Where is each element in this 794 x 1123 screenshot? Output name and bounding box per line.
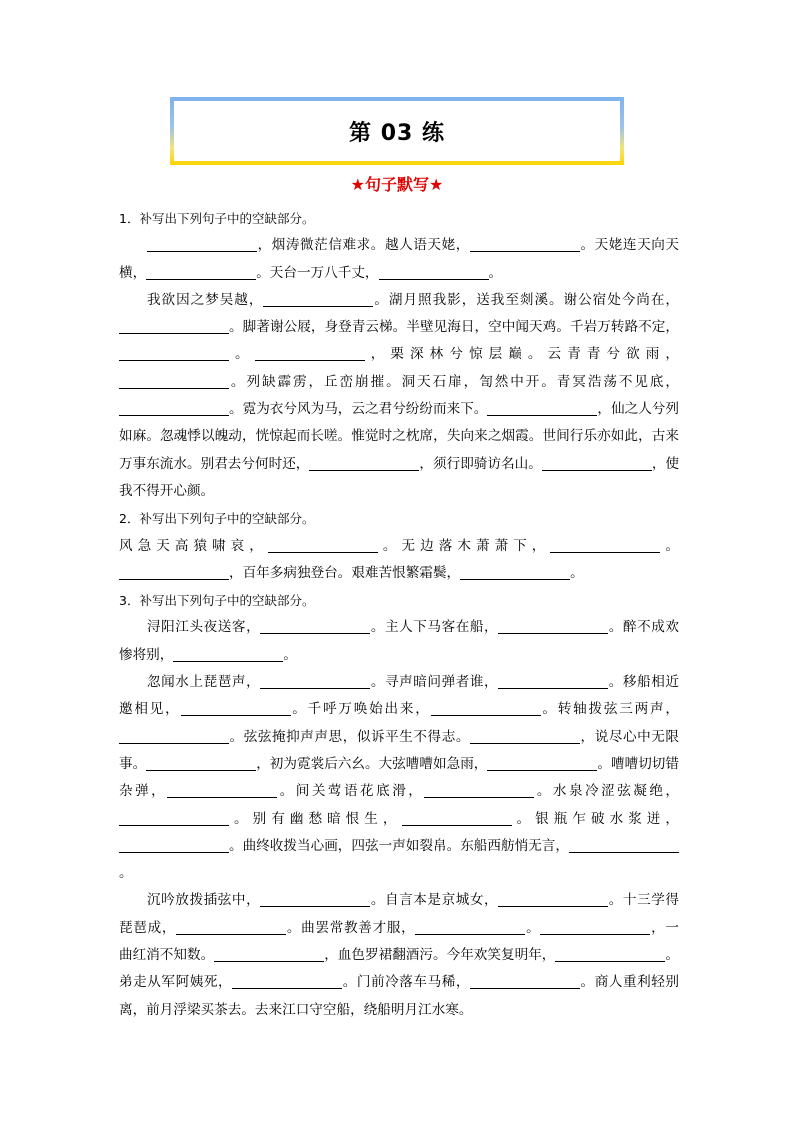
page-title: 第 03 练 (174, 101, 620, 161)
text-segment: 。银瓶乍破水浆迸， (511, 810, 680, 827)
text-segment: 。别有幽愁暗恨生， (229, 810, 402, 827)
text-segment: 。弦弦掩抑声声思，似诉平生不得志。 (229, 728, 470, 745)
answer-blank[interactable] (119, 399, 229, 416)
text-segment: 。醉不成欢惨将别， (119, 619, 679, 663)
text-segment: ，初为霓裳后六幺。大弦嘈嘈如急雨， (256, 755, 488, 772)
text-segment: 。 (229, 346, 255, 363)
text-segment: 。 (570, 564, 584, 581)
text-segment: 。弟走从军阿姨死， (119, 947, 680, 991)
answer-blank[interactable] (470, 972, 580, 989)
answer-blank[interactable] (550, 536, 660, 553)
text-segment: 浔阳江头夜送客， (147, 619, 261, 636)
answer-blank[interactable] (470, 235, 580, 252)
text-segment: ，使我不得开心颜。 (119, 455, 680, 499)
answer-blank[interactable] (146, 754, 256, 771)
text-segment: 。商人重利轻别离，前月浮梁买茶去。去来江口守空船，绕船明月江水寒。 (119, 974, 680, 1018)
text-segment: 。嘈嘈切切错杂弹， (119, 755, 680, 800)
answer-blank[interactable] (260, 672, 370, 689)
question-3-paragraph-3 (119, 887, 679, 1023)
answer-blank[interactable] (119, 809, 229, 826)
text-segment: 。间关莺语花底滑， (277, 783, 425, 800)
answer-blank[interactable] (119, 317, 229, 334)
text-segment: 我欲因之梦吴越， (147, 291, 264, 308)
answer-blank[interactable] (431, 699, 541, 716)
text-segment: 。 (119, 865, 133, 882)
answer-blank[interactable] (214, 945, 324, 962)
text-segment: ，百年多病独登台。艰难苦恨繁霜鬓， (229, 564, 461, 581)
answer-blank[interactable] (424, 781, 534, 798)
text-segment: 。曲终收拨当心画，四弦一声如裂帛。东船西舫悄无言， (229, 837, 569, 854)
text-segment: 。主人下马客在船， (370, 619, 499, 636)
question-1-paragraph-2 (119, 287, 679, 505)
text-segment: 。 (283, 646, 297, 663)
answer-blank[interactable] (119, 563, 229, 580)
answer-blank[interactable] (402, 809, 512, 826)
answer-blank[interactable] (176, 918, 286, 935)
answer-blank[interactable] (167, 781, 277, 798)
text-segment: 。 (488, 264, 503, 281)
text-segment: 。天台一万八千丈， (256, 264, 379, 281)
answer-blank[interactable] (255, 344, 365, 361)
answer-blank[interactable] (487, 399, 597, 416)
answer-blank[interactable] (542, 454, 652, 471)
text-segment: ，栗深林兮惊层巅。云青青兮欲雨， (364, 346, 680, 363)
text-segment: 。 (660, 537, 680, 554)
text-segment: ，须行即骑访名山。 (419, 455, 542, 472)
exercise-content (119, 205, 679, 1024)
answer-blank[interactable] (309, 454, 419, 471)
answer-blank[interactable] (498, 617, 608, 634)
answer-blank[interactable] (173, 645, 283, 662)
text-segment: ，仙之人兮列如麻。忽魂悸以魄动，恍惊起而长嗟。惟觉时之枕席，失向来之烟霞。世间行乐亦如此，古来万事东流水。别君去兮何时还， (119, 401, 680, 472)
text-segment: 。门前冷落车马稀， (342, 974, 470, 991)
answer-blank[interactable] (540, 918, 650, 935)
question-1-heading: 1．补写出下列句子中的空缺部分。 (119, 211, 315, 226)
answer-blank[interactable] (268, 536, 378, 553)
question-1-paragraph-1 (119, 232, 679, 287)
answer-blank[interactable] (260, 890, 370, 907)
text-segment: 。自言本是京城女， (370, 892, 499, 909)
question-3-paragraph-2 (119, 669, 679, 887)
answer-blank[interactable] (379, 263, 489, 280)
answer-blank[interactable] (260, 617, 370, 634)
answer-blank[interactable] (487, 754, 597, 771)
section-subtitle: ★句子默写★ (350, 175, 444, 194)
answer-blank[interactable] (119, 836, 229, 853)
answer-blank[interactable] (147, 235, 257, 252)
text-segment: 。无边落木萧萧下， (377, 537, 551, 554)
title-banner (170, 97, 624, 165)
text-segment: 。水泉冷涩弦凝绝， (534, 783, 680, 800)
answer-blank[interactable] (119, 372, 229, 389)
text-segment: 。转轴拨弦三两声， (540, 701, 680, 718)
answer-blank[interactable] (470, 727, 580, 744)
answer-blank[interactable] (555, 945, 665, 962)
text-segment: 风急天高猿啸哀， (119, 537, 268, 554)
text-segment: 。霓为衣兮风为马，云之君兮纷纷而来下。 (229, 401, 488, 418)
text-segment: 忽闻水上琵琶声， (147, 674, 261, 691)
text-segment: ，说尽心中无限事。 (119, 728, 680, 772)
question-2-paragraph-1 (119, 533, 679, 588)
answer-blank[interactable] (263, 290, 373, 307)
text-segment: 。十三学得琵琶成， (119, 892, 679, 936)
answer-blank[interactable] (415, 918, 525, 935)
answer-blank[interactable] (232, 972, 342, 989)
text-segment: 。 (525, 919, 541, 936)
text-segment: ，血色罗裙翻酒污。今年欢笑复明年， (324, 947, 556, 964)
answer-blank[interactable] (498, 672, 608, 689)
text-segment: ，一曲红消不知数。 (119, 919, 680, 964)
text-segment: 。寻声暗问弹者谁， (370, 674, 499, 691)
text-segment: 。湖月照我影，送我至剡溪。谢公宿处今尚在， (373, 291, 680, 308)
answer-blank[interactable] (181, 699, 291, 716)
answer-blank[interactable] (498, 890, 608, 907)
text-segment: 沉吟放拨插弦中， (147, 892, 261, 909)
text-segment: 。列缺霹雳，丘峦崩摧。洞天石扉，訇然中开。青冥浩荡不见底， (229, 373, 679, 390)
text-segment: 。千呼万唤始出来， (290, 701, 431, 718)
text-segment: 。曲罢常教善才服， (286, 919, 416, 936)
answer-blank[interactable] (146, 263, 256, 280)
answer-blank[interactable] (460, 563, 570, 580)
text-segment: 。天姥连天向天横， (119, 237, 679, 281)
answer-blank[interactable] (119, 344, 229, 361)
text-segment: 。移船相近邀相见， (119, 674, 679, 718)
question-3-heading: 3．补写出下列句子中的空缺部分。 (119, 593, 315, 609)
answer-blank[interactable] (569, 836, 679, 853)
text-segment: ，烟涛微茫信难求。越人语天姥， (257, 237, 470, 254)
question-2-heading: 2．补写出下列句子中的空缺部分。 (119, 511, 315, 527)
answer-blank[interactable] (119, 727, 229, 744)
question-3-paragraph-1 (119, 614, 679, 669)
text-segment: 。脚著谢公屐，身登青云梯。半壁见海日，空中闻天鸡。千岩万转路不定， (229, 319, 679, 336)
